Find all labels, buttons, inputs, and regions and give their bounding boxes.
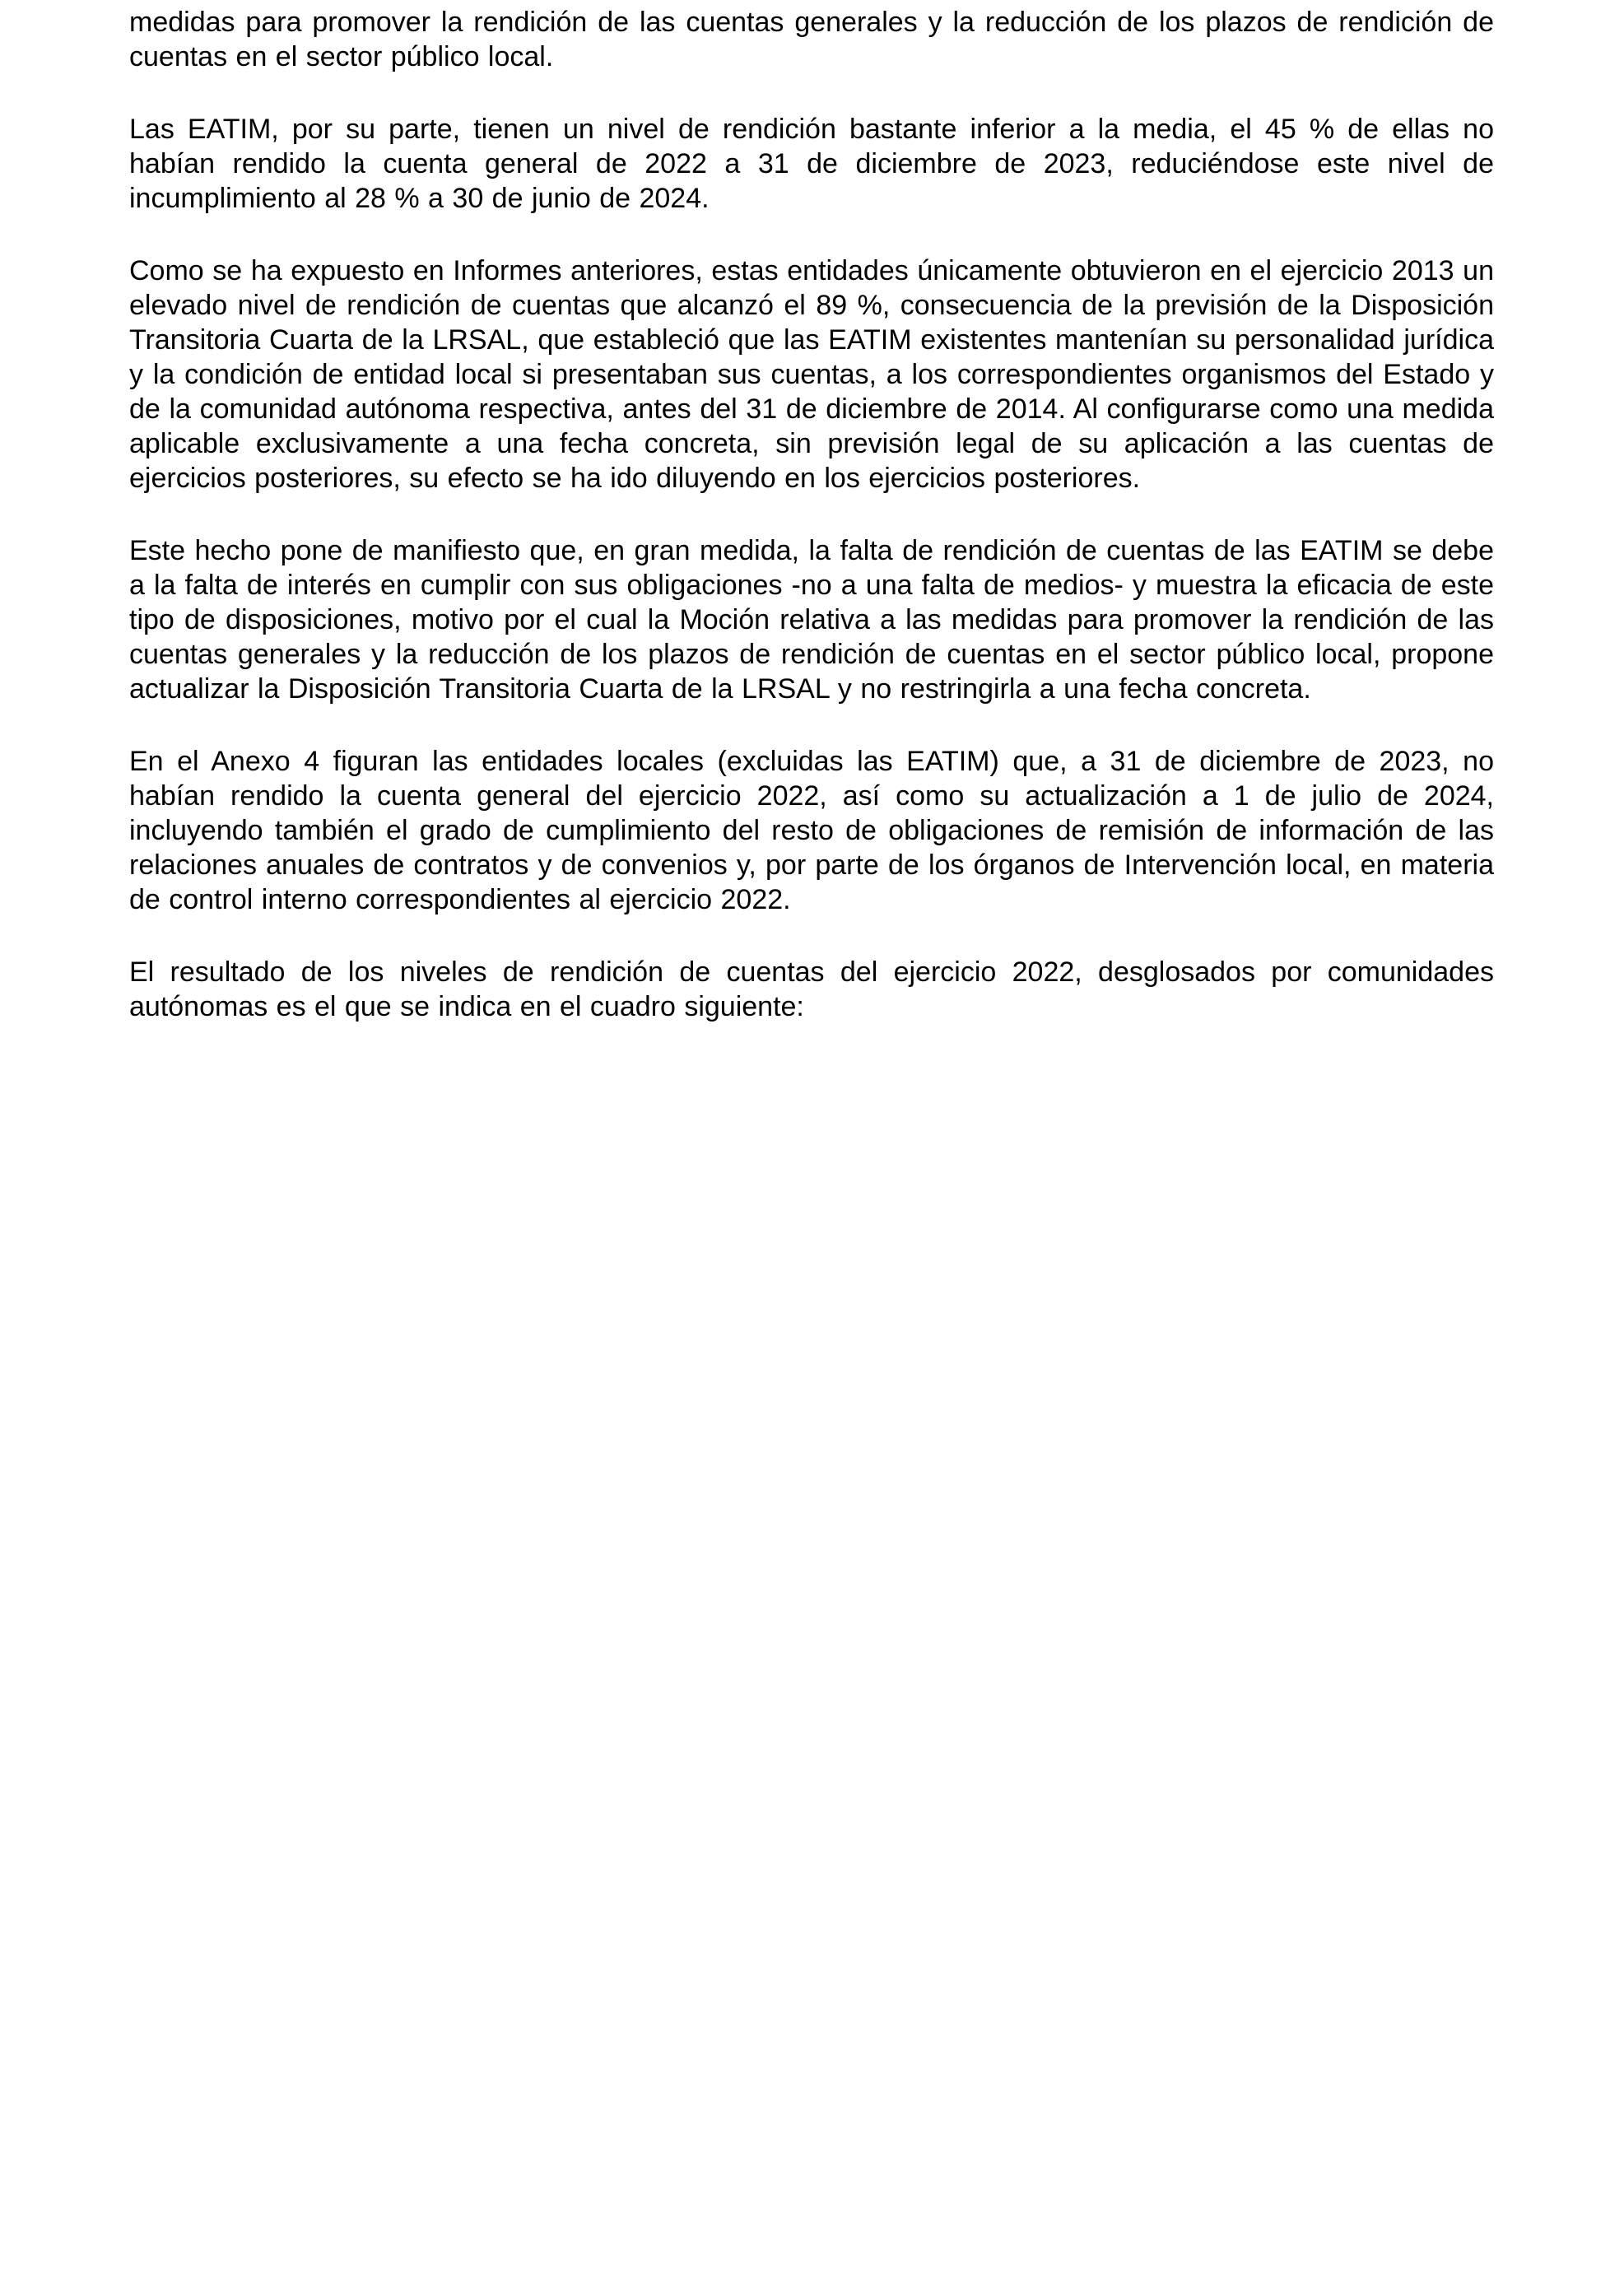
paragraph-informes-anteriores-lrsal: Como se ha expuesto en Informes anteriores, estas entidades únicamente obtuvieron en el ejercicio 2013 un elevado nivel de rendición de cuentas que alcanzó el 89 %, consecuencia de la previsión de la Disposición Transitoria Cuarta de la LRSAL, que estableció que las EATIM existentes mantenían su personalidad jurídica y la condición de entidad local si presentaban sus cuentas, a los correspondientes organismos del Estado y de la comunidad autónoma respectiva, antes del 31 de diciembre de 2014. Al configurarse como una medida aplicable exclusivamente a una fecha concreta, sin previsión legal de su aplicación a las cuentas de ejercicios posteriores, su efecto se ha ido diluyendo en los ejercicios posteriores.: [129, 255, 1494, 494]
paragraph-anexo-4-entidades-locales: En el Anexo 4 figuran las entidades locales (excluidas las EATIM) que, a 31 de diciembre de 2023, no habían rendido la cuenta general del ejercicio 2022, así como su actualización a 1 de julio de 2024, incluyendo también el grado de cumplimiento del resto de obligaciones de remisión de información de las relaciones anuales de contratos y de convenios y, por parte de los órganos de Intervención local, en materia de control interno correspondientes al ejercicio 2022.: [129, 746, 1494, 915]
paragraph-continuation-medidas: medidas para promover la rendición de las cuentas generales y la reducción de los plazos de rendición de cuentas en el sector público local.: [129, 7, 1494, 72]
paragraph-eatim-nivel-rendicion: Las EATIM, por su parte, tienen un nivel de rendición bastante inferior a la media, el 45 % de ellas no habían rendido la cuenta general de 2022 a 31 de diciembre de 2023, reduciéndose este nivel de incumplimiento al 28 % a 30 de junio de 2024.: [129, 114, 1494, 214]
document-text-block: [129, 5, 1494, 1024]
paragraph-resultado-niveles-rendicion: El resultado de los niveles de rendición de cuentas del ejercicio 2022, desglosados por comunidades autónomas es el que se indica en el cuadro siguiente:: [129, 956, 1494, 1022]
paragraph-falta-rendicion-mocion: Este hecho pone de manifiesto que, en gran medida, la falta de rendición de cuentas de las EATIM se debe a la falta de interés en cumplir con sus obligaciones -no a una falta de medios- y muestra la eficacia de este tipo de disposiciones, motivo por el cual la Moción relativa a las medidas para promover la rendición de las cuentas generales y la reducción de los plazos de rendición de cuentas en el sector público local, propone actualizar la Disposición Transitoria Cuarta de la LRSAL y no restringirla a una fecha concreta.: [129, 535, 1494, 705]
